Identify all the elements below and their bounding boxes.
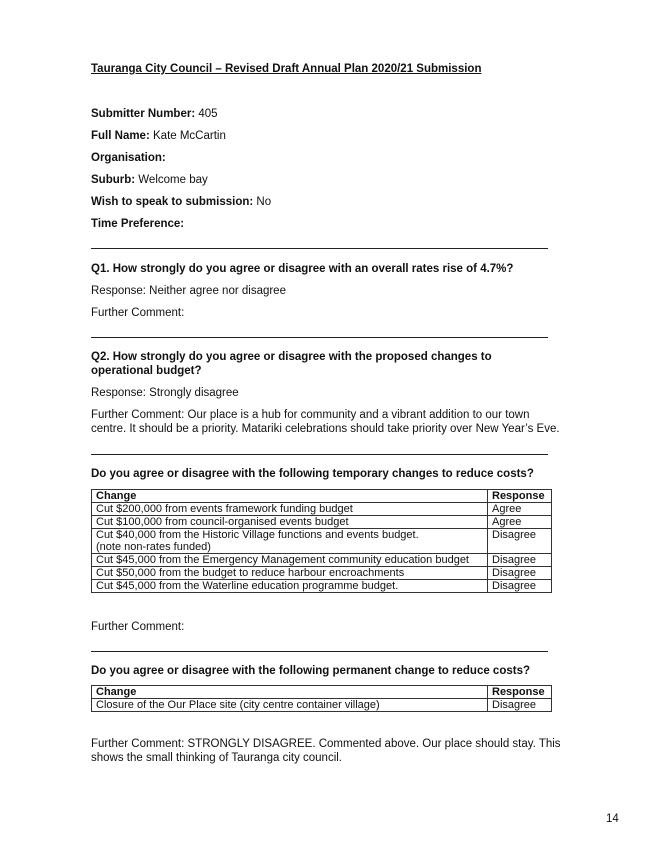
column-header-response: Response (488, 686, 552, 699)
q1-comment: Further Comment: (91, 307, 185, 319)
table-row (92, 529, 552, 554)
perm-changes-table (91, 685, 552, 712)
table-header-row (92, 686, 552, 699)
table-row (92, 567, 552, 580)
full-name-value: Kate McCartin (153, 130, 226, 142)
q2-response: Response: Strongly disagree (91, 387, 239, 399)
column-header-response: Response (488, 490, 552, 503)
change-cell: Cut $45,000 from the Emergency Management community education budget (92, 554, 488, 567)
full-name-label: Full Name: (91, 130, 150, 142)
change-cell: Cut $45,000 from the Waterline education programme budget. (92, 580, 488, 593)
submitter-number-label: Submitter Number: (91, 108, 196, 120)
divider (91, 248, 548, 249)
table-row (92, 516, 552, 529)
organisation-label: Organisation: (91, 152, 166, 164)
wish-to-speak-value: No (256, 196, 272, 208)
q2-question: Q2. How strongly do you agree or disagree with the proposed changes to operational budget? (91, 351, 492, 377)
column-header-change: Change (92, 490, 488, 503)
suburb (91, 173, 208, 187)
organisation (91, 151, 166, 165)
change-cell: Cut $100,000 from council-organised events budget (92, 516, 488, 529)
divider (91, 454, 548, 455)
response-cell: Disagree (488, 554, 552, 567)
table-header-row (92, 490, 552, 503)
suburb-value: Welcome bay (138, 174, 208, 186)
divider (91, 337, 548, 338)
table-row (92, 554, 552, 567)
temp-changes-table (91, 489, 552, 593)
q1-question: Q1. How strongly do you agree or disagree with an overall rates rise of 4.7%? (91, 263, 514, 275)
response-cell: Disagree (488, 699, 552, 712)
page-number: 14 (606, 813, 619, 825)
table-row (92, 580, 552, 593)
response-cell: Agree (488, 503, 552, 516)
response-cell: Agree (488, 516, 552, 529)
full-name (91, 129, 226, 143)
q2-comment: Further Comment: Our place is a hub for community and a vibrant addition to our town centre. It should be a priority. Matariki celebrations should take priority over New Year’s Eve. (91, 409, 560, 435)
column-header-change: Change (92, 686, 488, 699)
suburb-label: Suburb: (91, 174, 136, 186)
change-cell (92, 529, 488, 554)
change-note: (note non-rates funded) (96, 541, 211, 553)
change-cell: Closure of the Our Place site (city centre container village) (92, 699, 488, 712)
change-text: Cut $40,000 from the Historic Village functions and events budget. (96, 529, 419, 541)
submitter-number (91, 107, 218, 121)
wish-to-speak-label: Wish to speak to submission: (91, 196, 254, 208)
table-row (92, 699, 552, 712)
submitter-number-value: 405 (198, 108, 218, 120)
q1-response: Response: Neither agree nor disagree (91, 285, 286, 297)
perm-question: Do you agree or disagree with the following permanent change to reduce costs? (91, 665, 530, 677)
temp-question: Do you agree or disagree with the following temporary changes to reduce costs? (91, 468, 534, 480)
perm-comment: Further Comment: STRONGLY DISAGREE. Commented above. Our place should stay. This shows the small thinking of Tauranga city council. (91, 738, 561, 764)
temp-comment: Further Comment: (91, 621, 185, 633)
response-cell: Disagree (488, 529, 552, 554)
table-row (92, 503, 552, 516)
change-cell: Cut $200,000 from events framework funding budget (92, 503, 488, 516)
time-preference-label: Time Preference: (91, 218, 185, 230)
time-preference (91, 217, 184, 231)
wish-to-speak (91, 195, 271, 209)
change-cell: Cut $50,000 from the budget to reduce harbour encroachments (92, 567, 488, 580)
response-cell: Disagree (488, 580, 552, 593)
response-cell: Disagree (488, 567, 552, 580)
divider (91, 651, 548, 652)
page-title: Tauranga City Council – Revised Draft Annual Plan 2020/21 Submission (91, 63, 482, 75)
